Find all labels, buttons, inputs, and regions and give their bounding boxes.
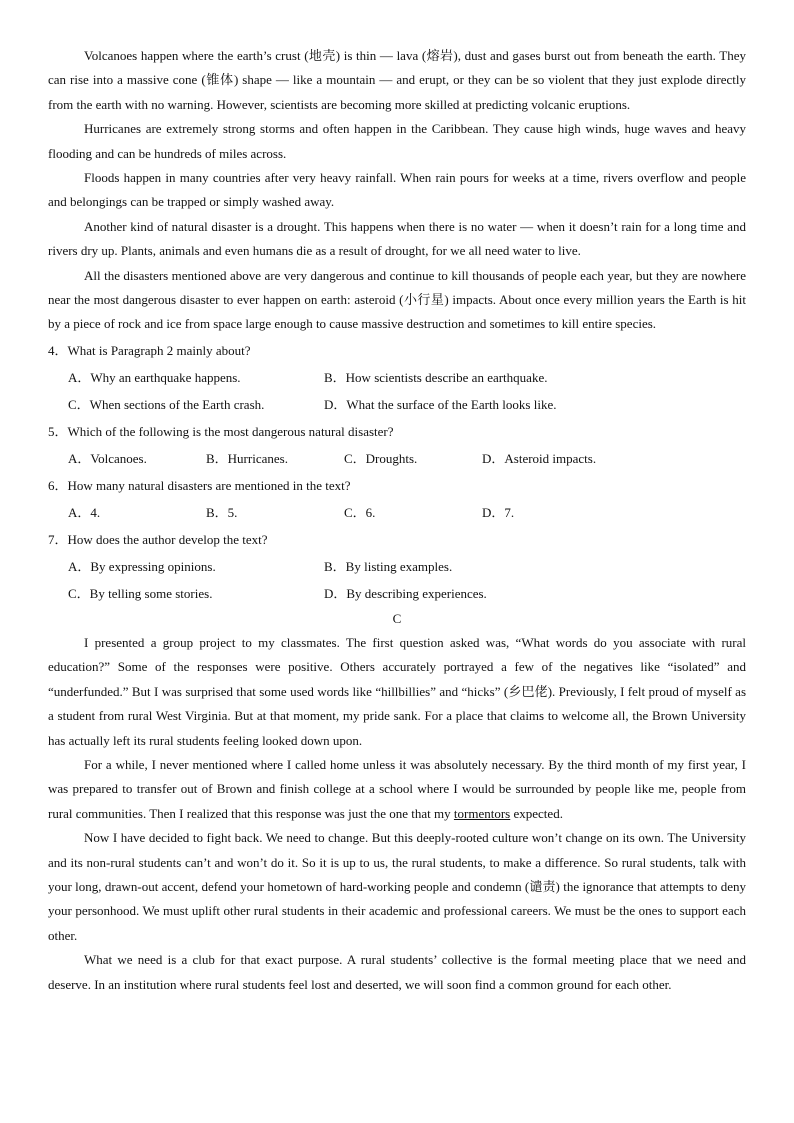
- question-7: [48, 526, 746, 607]
- question-stem: 5．Which of the following is the most dangerous natural disaster?: [48, 423, 394, 439]
- option-b[interactable]: B．By listing examples.: [324, 558, 453, 574]
- passage-b: [48, 44, 746, 337]
- question-stem: 7．How does the author develop the text?: [48, 531, 268, 547]
- option-a[interactable]: A．Why an earthquake happens.: [68, 369, 241, 385]
- option-a[interactable]: A．By expressing opinions.: [68, 558, 216, 574]
- passage-c: [48, 631, 746, 997]
- option-c[interactable]: C．By telling some stories.: [68, 585, 213, 601]
- option-b[interactable]: B．Hurricanes.: [206, 450, 288, 466]
- option-d[interactable]: D．7.: [482, 504, 515, 520]
- question-6: [48, 472, 746, 526]
- paragraph: Hurricanes are extremely strong storms and often happen in the Caribbean. They cause high winds, huge waves and heavy flooding and can be hundreds of miles across.: [48, 121, 746, 161]
- paragraph: Another kind of natural disaster is a drought. This happens when there is no water — when it doesn’t rain for a long time and rivers dry up. Plants, animals and even humans die as a result of drought, for we all need water to live.: [48, 218, 746, 259]
- option-d[interactable]: D．What the surface of the Earth looks like.: [324, 396, 557, 412]
- paragraph: I presented a group project to my classmates. The first question asked was, “What words do you associate with rural education?” Some of the responses were positive. Others accurately portrayed a few of the negatives like “isolated” and “underfunded.” But I was surprised that some used words like “hillbillies” and “hicks” (乡巴佬). Previously, I felt proud of myself as a student from rural West Virginia. But at that moment, my pride sank. For a place that claims to welcome all, the Brown University has actually left its rural students feeling looked down upon.: [48, 634, 746, 748]
- option-b[interactable]: B．5.: [206, 504, 238, 520]
- option-a[interactable]: A．4.: [68, 504, 101, 520]
- paragraph: [48, 753, 746, 826]
- question-stem: 6．How many natural disasters are mentioned in the text?: [48, 477, 351, 493]
- option-c[interactable]: C．Droughts.: [344, 450, 418, 466]
- paragraph: All the disasters mentioned above are very dangerous and continue to kill thousands of people each year, but they are nowhere near the most dangerous disaster to ever happen on earth: asteroid (小行星) impacts. About once every million years the Earth is hit by a piece of rock and ice from space large enough to cause massive destruction and sometimes to kill entire species.: [48, 267, 746, 332]
- option-a[interactable]: A．Volcanoes.: [68, 450, 147, 466]
- paragraph-text: For a while, I never mentioned where I called home unless it was absolutely necessary. By the third month of my first year, I was prepared to transfer out of Brown and finish college at a school where I would be surrounded by people like me, people from rural communities. Then I realized that this response was just the one that my: [48, 756, 746, 821]
- question-stem: 4．What is Paragraph 2 mainly about?: [48, 342, 251, 358]
- underlined-word: tormentors: [453, 805, 511, 821]
- option-d[interactable]: D．Asteroid impacts.: [482, 450, 597, 466]
- option-c[interactable]: C．6.: [344, 504, 376, 520]
- question-4: [48, 337, 746, 418]
- section-heading: C: [392, 610, 402, 626]
- paragraph: Volcanoes happen where the earth’s crust (地壳) is thin — lava (熔岩), dust and gases burst out from beneath the earth. They can rise into a massive cone (锥体) shape — like a mountain — and erupt, or they can be so violent that they just explode directly from the earth with no warning. However, scientists are becoming more skilled at predicting volcanic eruptions.: [48, 48, 746, 112]
- paragraph: Now I have decided to fight back. We need to change. But this deeply-rooted culture won’t change on its own. The University and its non-rural students can’t and won’t do it. So it is up to us, the rural students, to make a difference. So rural students, talk with your long, drawn-out accent, defend your hometown of hard-working people and condemn (谴责) the ignorance that attempts to deny your personhood. We must uplift other rural students in their academic and professional careers. We must be the ones to support each other.: [48, 830, 746, 943]
- option-c[interactable]: C．When sections of the Earth crash.: [68, 396, 265, 412]
- paragraph: Floods happen in many countries after very heavy rainfall. When rain pours for weeks at a time, rivers overflow and people and belongings can be trapped or simply washed away.: [48, 170, 746, 210]
- option-d[interactable]: D．By describing experiences.: [324, 585, 487, 601]
- exam-page: [48, 44, 746, 997]
- option-b[interactable]: B．How scientists describe an earthquake.: [324, 369, 548, 385]
- paragraph-text: expected.: [510, 805, 563, 821]
- question-5: [48, 418, 746, 472]
- paragraph: What we need is a club for that exact purpose. A rural students’ collective is the formal meeting place that we need and deserve. In an institution where rural students feel lost and deserted, we will soon find a common ground for each other.: [48, 952, 746, 992]
